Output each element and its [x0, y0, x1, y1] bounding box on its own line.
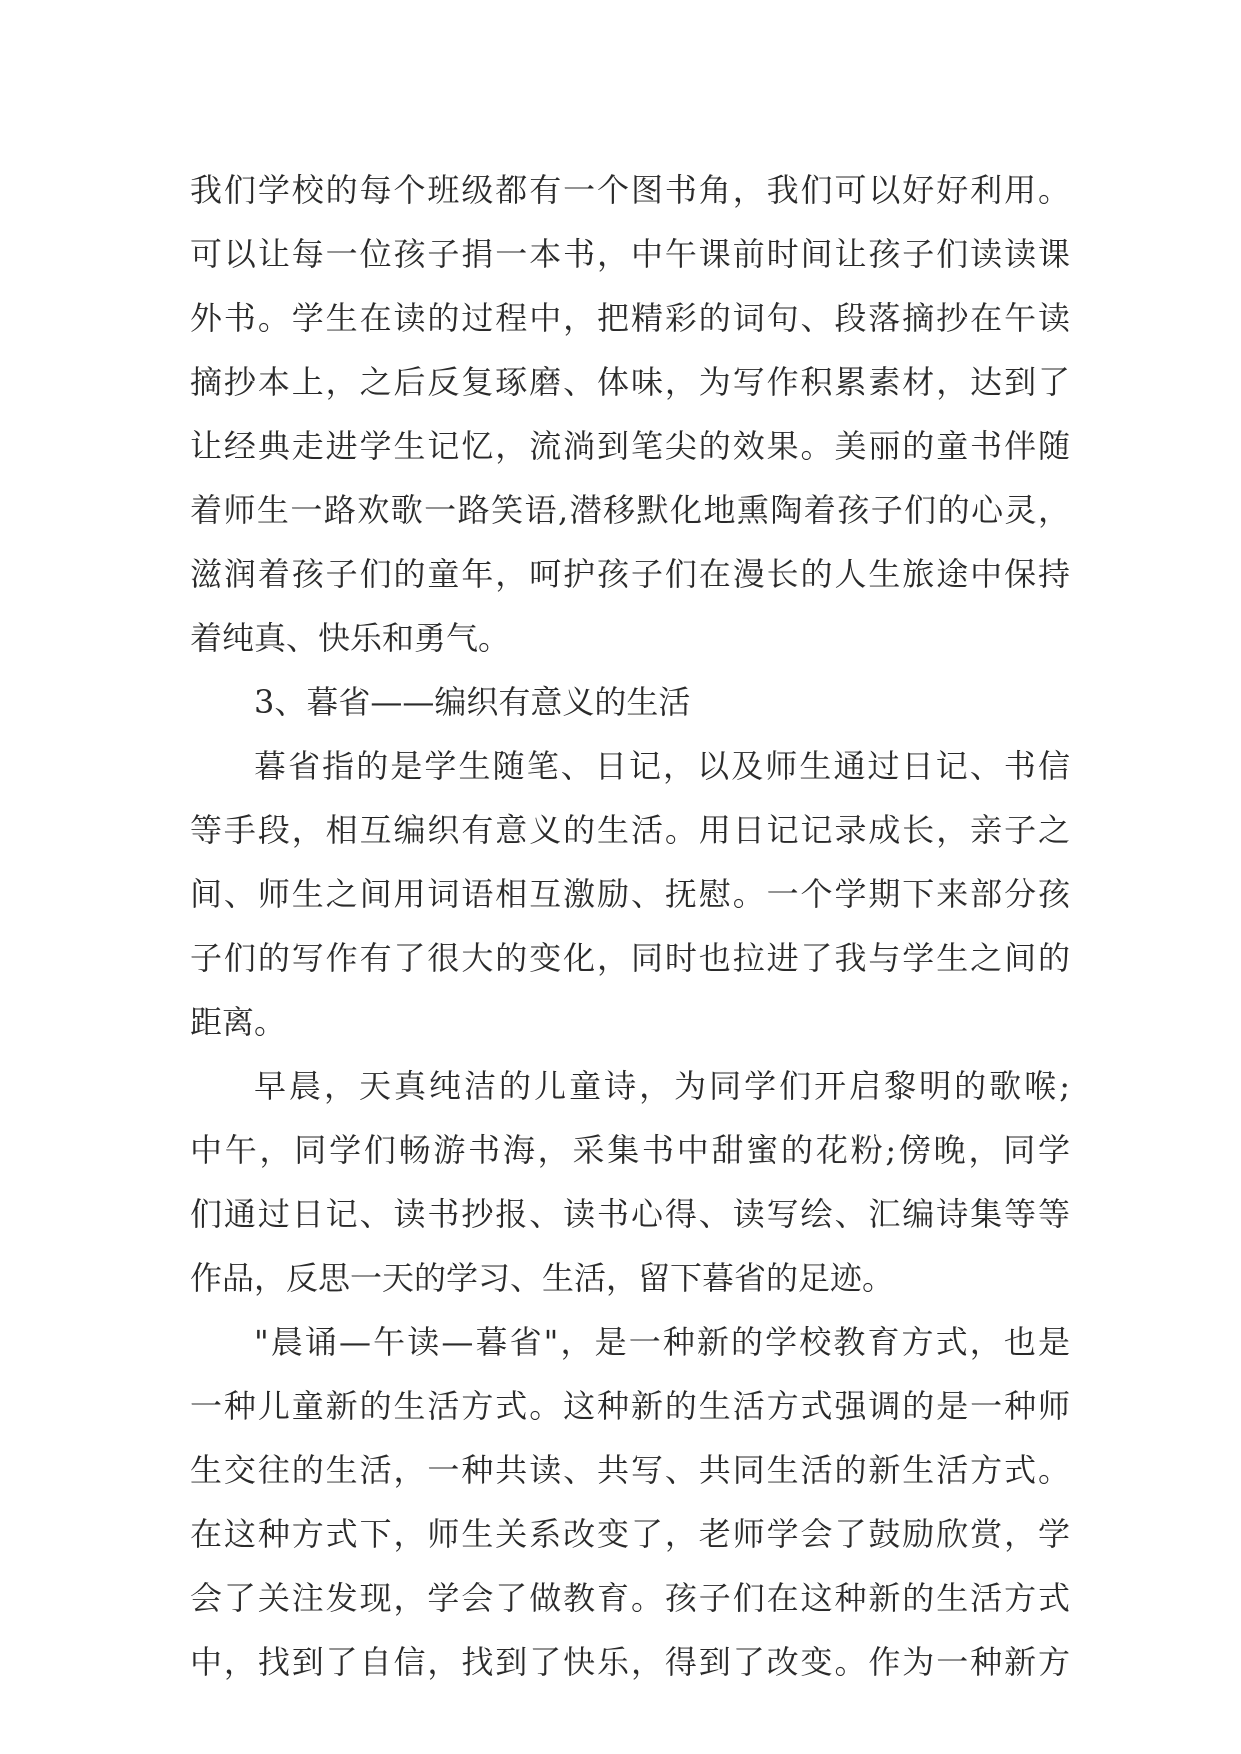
text-line: 在这种方式下，师生关系改变了，老师学会了鼓励欣赏，学: [190, 1515, 1070, 1553]
text-line: 滋润着孩子们的童年，呵护孩子们在漫长的人生旅途中保持: [190, 555, 1070, 593]
text-line: 们通过日记、读书抄报、读书心得、读写绘、汇编诗集等等: [190, 1195, 1070, 1233]
text-line: 暮省指的是学生随笔、日记，以及师生通过日记、书信: [254, 747, 1070, 785]
body-text: [190, 158, 1070, 1694]
text-line: 摘抄本上，之后反复琢磨、体味，为写作积累素材，达到了: [190, 363, 1070, 401]
text-line: 让经典走进学生记忆，流淌到笔尖的效果。美丽的童书伴随: [190, 427, 1070, 465]
text-line: 3、暮省——编织有意义的生活: [254, 683, 691, 721]
text-line: 会了关注发现，学会了做教育。孩子们在这种新的生活方式: [190, 1579, 1070, 1617]
text-line: 作品，反思一天的学习、生活，留下暮省的足迹。: [190, 1259, 895, 1297]
text-line: 距离。: [190, 1003, 287, 1041]
text-line: 一种儿童新的生活方式。这种新的生活方式强调的是一种师: [190, 1387, 1070, 1425]
text-line: 可以让每一位孩子捐一本书，中午课前时间让孩子们读读课: [190, 235, 1070, 273]
text-line: 中，找到了自信，找到了快乐，得到了改变。作为一种新方: [190, 1643, 1070, 1681]
text-line: 间、师生之间用词语相互激励、抚慰。一个学期下来部分孩: [190, 875, 1070, 913]
text-line: 我们学校的每个班级都有一个图书角，我们可以好好利用。: [190, 171, 1070, 209]
text-line: 等手段，相互编织有意义的生活。用日记记录成长，亲子之: [190, 811, 1070, 849]
text-line: 着师生一路欢歌一路笑语,潜移默化地熏陶着孩子们的心灵，: [190, 491, 1070, 529]
text-line: 着纯真、快乐和勇气。: [190, 619, 511, 657]
text-line: 中午，同学们畅游书海，采集书中甜蜜的花粉;傍晚，同学: [190, 1131, 1070, 1169]
text-line: "晨诵—午读—暮省"，是一种新的学校教育方式，也是: [254, 1323, 1070, 1361]
text-line: 早晨，天真纯洁的儿童诗，为同学们开启黎明的歌喉;: [254, 1067, 1070, 1105]
text-line: 外书。学生在读的过程中，把精彩的词句、段落摘抄在午读: [190, 299, 1070, 337]
text-line: 生交往的生活，一种共读、共写、共同生活的新生活方式。: [190, 1451, 1070, 1489]
text-line: 子们的写作有了很大的变化，同时也拉进了我与学生之间的: [190, 939, 1070, 977]
